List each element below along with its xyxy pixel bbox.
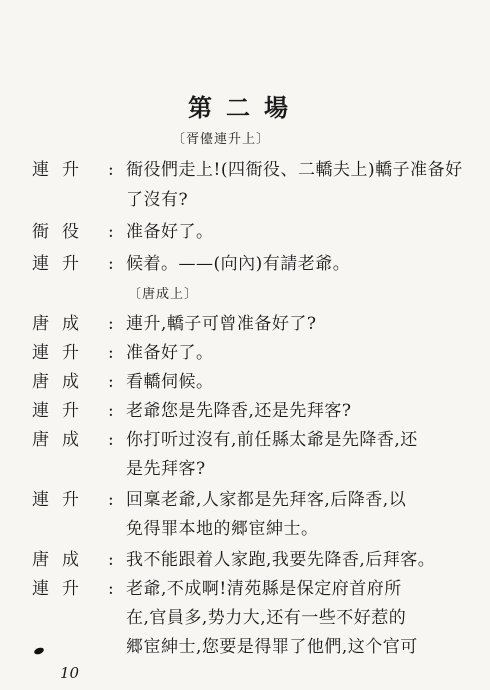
dialogue-text: 候着。——(向內)有請老爺。 xyxy=(126,254,351,274)
speaker-name: 唐成 xyxy=(32,314,92,334)
stage-direction: 〔胥儓連升上〕 xyxy=(172,132,271,147)
dialogue-text: 是先拜客? xyxy=(126,459,206,479)
speaker-name: 連升 xyxy=(32,343,92,363)
dialogue-line: 連升 : 候着。——(向內)有請老爺。 xyxy=(0,251,490,277)
dialogue-text: 老爺,不成啊!清苑縣是保定府首府所 xyxy=(126,579,402,599)
dialogue-line: 連升 : 衙役們走上!(四衙役、二轎夫上)轎子准备好 xyxy=(0,157,490,183)
dialogue-text: 免得罪本地的郷宦紳士。 xyxy=(126,519,319,539)
speaker-name: 唐成 xyxy=(32,372,92,392)
dialogue-text: 老爺您是先降香,还是先拜客? xyxy=(126,401,352,421)
dialogue-text: 郷宦紳士,您要是得罪了他們,这个官可 xyxy=(126,637,418,657)
speaker-name: 唐成 xyxy=(32,550,92,570)
dialogue-line: 衙役 : 准备好了。 xyxy=(0,219,490,245)
scene-title: 第二場 xyxy=(188,94,302,122)
speaker-name: 連升 xyxy=(32,254,92,274)
speaker-name: 唐成 xyxy=(32,430,92,450)
stage-direction: 〔唐成上〕 xyxy=(128,287,199,302)
speaker-name: 連升 xyxy=(32,401,92,421)
dialogue-text: 衙役們走上!(四衙役、二轎夫上)轎子准备好 xyxy=(126,160,463,180)
dialogue-text: 看轎伺候。 xyxy=(126,372,214,392)
dialogue-line: 連升 : 老爺,不成啊!清苑縣是保定府首府所 xyxy=(0,576,490,602)
dialogue-line: 唐成 : 看轎伺候。 xyxy=(0,369,490,395)
dialogue-line: 唐成 : 我不能跟着人家跑,我要先降香,后拜客。 xyxy=(0,547,490,573)
speaker-name: 連升 xyxy=(32,579,92,599)
dialogue-line: 連升 : 回稟老爺,人家都是先拜客,后降香,以 xyxy=(0,487,490,513)
dialogue-text: 准备好了。 xyxy=(126,343,214,363)
dialogue-line: 唐成 : 你打听过沒有,前任縣太爺是先降香,还 xyxy=(0,427,490,453)
dialogue-line: 連升 : 准备好了。 xyxy=(0,340,490,366)
dialogue-line: 連升 : 老爺您是先降香,还是先拜客? xyxy=(0,398,490,424)
speaker-name: 連升 xyxy=(32,160,92,180)
dialogue-text: 了沒有? xyxy=(126,190,189,210)
ink-blot xyxy=(33,646,44,655)
dialogue-text: 回稟老爺,人家都是先拜客,后降香,以 xyxy=(126,490,407,510)
dialogue-text: 你打听过沒有,前任縣太爺是先降香,还 xyxy=(126,430,418,450)
speaker-name: 連升 xyxy=(32,490,92,510)
dialogue-line: 唐成 : 連升,轎子可曾准备好了? xyxy=(0,311,490,337)
page-number: 10 xyxy=(60,664,80,682)
dialogue-text: 准备好了。 xyxy=(126,222,214,242)
dialogue-text: 連升,轎子可曾准备好了? xyxy=(126,314,317,334)
dialogue-text: 在,官員多,势力大,还有一些不好惹的 xyxy=(126,608,407,628)
speaker-name: 衙役 xyxy=(32,222,92,242)
dialogue-text: 我不能跟着人家跑,我要先降香,后拜客。 xyxy=(126,550,436,570)
